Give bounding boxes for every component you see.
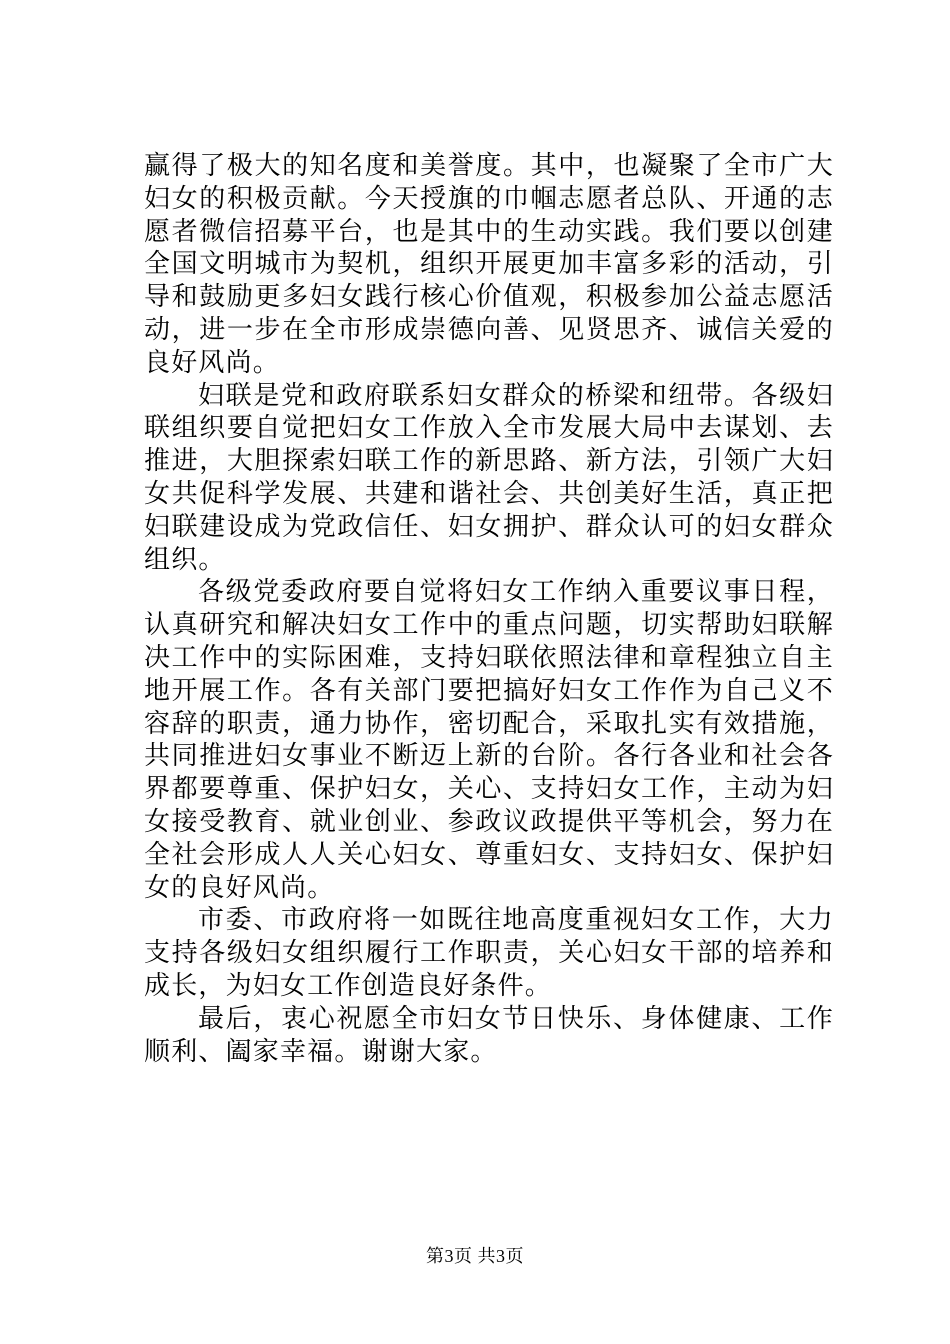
paragraph-closing: 最后，衷心祝愿全市妇女节日快乐、身体健康、工作顺利、阖家幸福。谢谢大家。 [144, 1003, 834, 1067]
paragraph-party-government: 各级党委政府要自觉将妇女工作纳入重要议事日程，认真研究和解决妇女工作中的重点问题，切实帮助妇联解决工作中的实际困难，支持妇联依照法律和章程独立自主地开展工作。各有关部门要把搞好妇女工作作为自己义不容辞的职责，通力协作，密切配合，采取扎实有效措施，共同推进妇女事业不断迈上新的台阶。各行各业和社会各界都要尊重、保护妇女，关心、支持妇女工作，主动为妇女接受教育、就业创业、参政议政提供平等机会，努力在全社会形成人人关心妇女、尊重妇女、支持妇女、保护妇女的良好风尚。 [144, 577, 834, 903]
page-number-footer: 第3页 共3页 [426, 1246, 524, 1266]
document-body [144, 150, 834, 1068]
paragraph-municipal-committee: 市委、市政府将一如既往地高度重视妇女工作，大力支持各级妇女组织履行工作职责，关心妇女干部的培养和成长，为妇女工作创造良好条件。 [144, 905, 834, 1001]
paragraph-continued: 赢得了极大的知名度和美誉度。其中，也凝聚了全市广大妇女的积极贡献。今天授旗的巾帼志愿者总队、开通的志愿者微信招募平台，也是其中的生动实践。我们要以创建全国文明城市为契机，组织开展更加丰富多彩的活动，引导和鼓励更多妇女践行核心价值观，积极参加公益志愿活动，进一步在全市形成崇德向善、见贤思齐、诚信关爱的良好风尚。 [144, 151, 834, 378]
paragraph-womens-federation: 妇联是党和政府联系妇女群众的桥梁和纽带。各级妇联组织要自觉把妇女工作放入全市发展大局中去谋划、去推进，大胆探索妇联工作的新思路、新方法，引领广大妇女共促科学发展、共建和谐社会、共创美好生活，真正把妇联建设成为党政信任、妇女拥护、群众认可的妇女群众组织。 [144, 380, 834, 575]
